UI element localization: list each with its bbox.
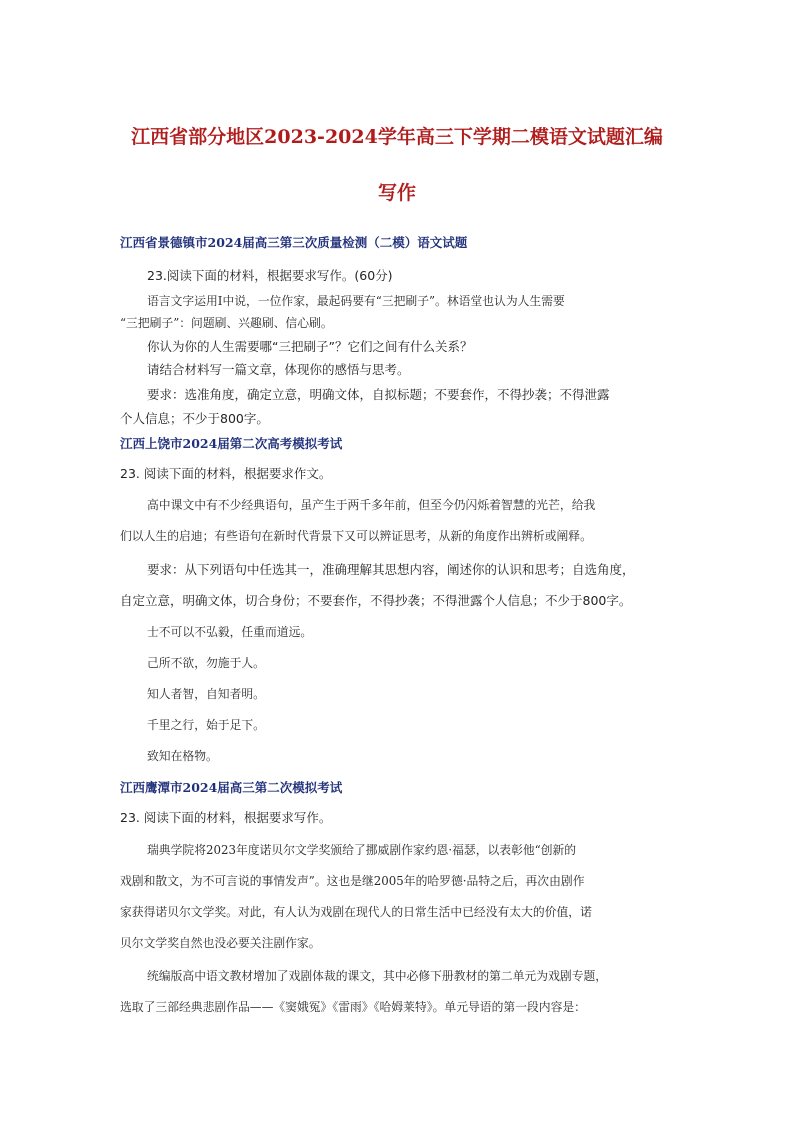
document-title: 江西省部分地区2023-2024学年高三下学期二模语文试题汇编: [131, 126, 663, 148]
question-prompt: 23. 阅读下面的材料，根据要求作文。: [120, 466, 332, 481]
material-text: 贝尔文学奖自然也没必要关注剧作家。: [120, 936, 321, 950]
material-text: 统编版高中语文教材增加了戏剧体裁的课文，其中必修下册教材的第二单元为戏剧专题，: [147, 969, 608, 983]
quote-item: 知人者智，自知者明。: [147, 687, 265, 701]
section-heading-jingdezhen: 江西省景德镇市2024届高三第三次质量检测（二模）语文试题: [120, 235, 468, 250]
material-text: 选取了三部经典悲剧作品——《窦娥冤》《雷雨》《哈姆莱特》。单元导语的第一段内容是：: [120, 1000, 586, 1014]
document-subtitle: 写作: [377, 182, 416, 204]
question-prompt: 23. 阅读下面的材料，根据要求写作。: [120, 810, 332, 825]
material-text: 高中课文中有不少经典语句，虽产生于两千多年前，但至今仍闪烁着智慧的光芒，给我: [147, 498, 596, 512]
question-prompt: 23.阅读下面的材料，根据要求写作。(60分): [147, 268, 393, 283]
quote-item: 己所不欲，勿施于人。: [147, 656, 265, 670]
material-text: 戏剧和散文，为不可言说的事情发声”。这也是继2005年的哈罗德·品特之后，再次由剧作: [120, 874, 585, 888]
material-text: 语言文字运用Ⅰ中说，一位作家，最起码要有“三把刷子”。林语堂也认为人生需要: [147, 294, 565, 308]
material-text: 们以人生的启迪；有些语句在新时代背景下又可以辨证思考，从新的角度作出辨析或阐释。: [120, 529, 592, 543]
material-text: “三把刷子”：问题刷、兴趣刷、信心刷。: [120, 316, 333, 330]
quote-item: 千里之行，始于足下。: [147, 718, 265, 732]
material-text: 瑞典学院将2023年度诺贝尔文学奖颁给了挪威剧作家约恩·福瑟，以表彰他“创新的: [147, 843, 577, 857]
quote-item: 士不可以不弘毅，任重而道远。: [147, 625, 313, 639]
question-text: 请结合材料写一篇文章，体现你的感悟与思考。: [147, 362, 410, 377]
section-heading-shangrao: 江西上饶市2024届第二次高考模拟考试: [120, 436, 343, 451]
requirement-text: 要求：选准角度，确定立意，明确文体，自拟标题；不要套作，不得抄袭；不得泄露: [147, 387, 610, 402]
requirement-text: 个人信息；不少于800字。: [120, 411, 269, 426]
question-text: 你认为你的人生需要哪“三把刷子”？它们之间有什么关系？: [147, 339, 473, 354]
requirement-text: 自定立意，明确文体，切合身份；不要套作，不得抄袭；不得泄露个人信息；不少于800字。: [120, 593, 632, 608]
section-heading-yingtan: 江西鹰潭市2024届高三第二次模拟考试: [120, 780, 343, 795]
requirement-text: 要求：从下列语句中任选其一，准确理解其思想内容，阐述你的认识和思考；自选角度，: [147, 562, 635, 577]
quote-item: 致知在格物。: [147, 749, 218, 763]
material-text: 家获得诺贝尔文学奖。对此，有人认为戏剧在现代人的日常生活中已经没有太大的价值，诺: [120, 905, 592, 919]
